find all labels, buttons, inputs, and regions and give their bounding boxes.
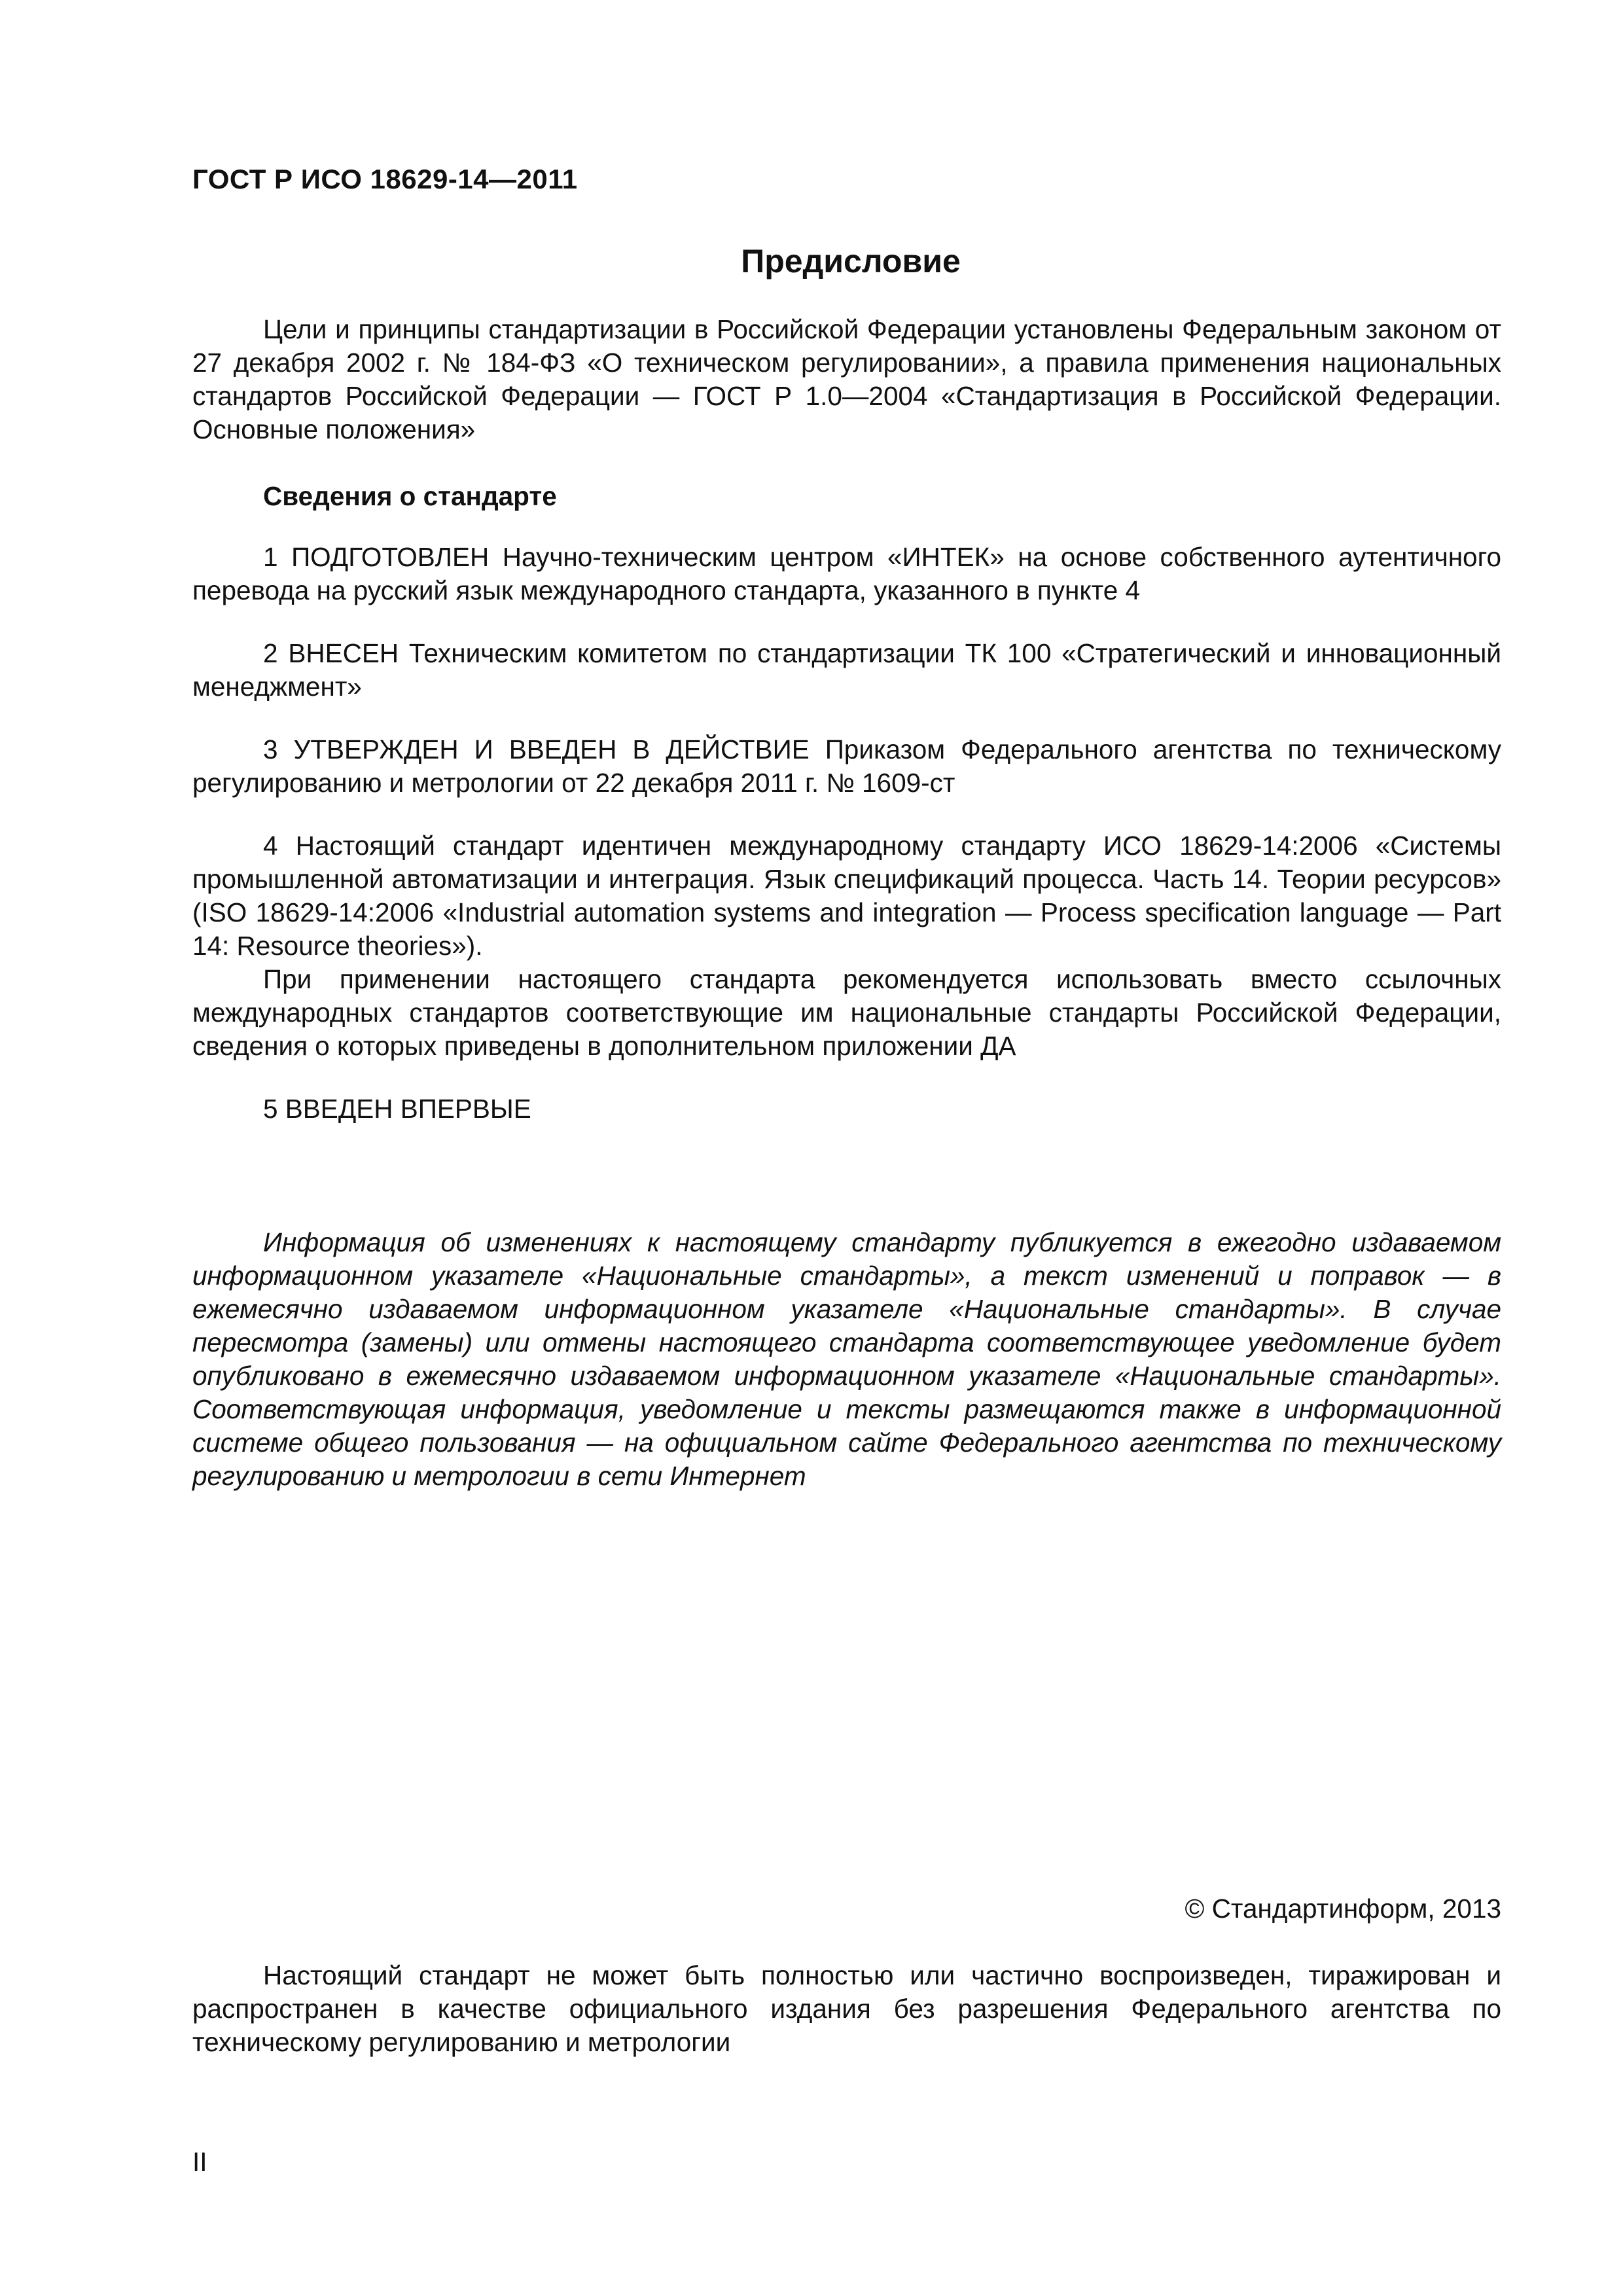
foreword-intro-paragraph: Цели и принципы стандартизации в Российской Федерации установлены Федеральным законом от 27 декабря 2002 г. № 184-ФЗ «О техническом регулировании», а правила применения национальных стандартов Российской Федерации — ГОСТ Р 1.0—2004 «Стандартизация в Российской Федерации. Основные положения»: [192, 314, 1501, 444]
standard-info-heading: Сведения о стандарте: [263, 481, 557, 511]
item-prepared: 1 ПОДГОТОВЛЕН Научно-техническим центром «ИНТЕК» на основе собственного аутентичного перевода на русский язык международного стандарта, указанного в пункте 4: [192, 542, 1501, 605]
page-number: II: [192, 2147, 207, 2177]
item-first-introduced: 5 ВВЕДЕН ВПЕРВЫЕ: [263, 1094, 531, 1124]
foreword-title: Предисловие: [741, 243, 961, 279]
item-application-note: При применении настоящего стандарта рекомендуется использовать вместо ссылочных международных стандартов соответствующие им национальные стандарты Российской Федерации, сведения о которых приведены в дополнительном приложении ДА: [192, 964, 1501, 1061]
standard-code-header: ГОСТ Р ИСО 18629-14—2011: [192, 164, 578, 194]
changes-notice: Информация об изменениях к настоящему стандарту публикуется в ежегодно издаваемом информационном указателе «Национальные стандарты», а текст изменений и поправок — в ежемесячно издаваемом информационном указателе «Национальные стандарты». В случае пересмотра (замены) или отмены настоящего стандарта соответствующее уведомление будет опубликовано в ежемесячно издаваемом информационном указателе «Национальные стандарты». Соответствующая информация, уведомление и тексты размещаются также в информационной системе общего пользования — на официальном сайте Федерального агентства по техническому регулированию и метрологии в сети Интернет: [192, 1227, 1501, 1491]
copyright-line: © Стандартинформ, 2013: [1185, 1893, 1501, 1924]
item-approved: 3 УТВЕРЖДЕН И ВВЕДЕН В ДЕЙСТВИЕ Приказом Федерального агентства по техническому регулированию и метрологии от 22 декабря 2011 г. № 1609-ст: [192, 734, 1501, 798]
item-submitted: 2 ВНЕСЕН Техническим комитетом по стандартизации ТК 100 «Стратегический и инновационный менеджмент»: [192, 638, 1501, 702]
item-identical-standard: 4 Настоящий стандарт идентичен международному стандарту ИСО 18629-14:2006 «Системы промышленной автоматизации и интеграция. Язык спецификаций процесса. Часть 14. Теории ресурсов» (ISO 18629-14:2006 «Industrial automation systems and integration — Process specification language — Part 14: Resource theories»).: [192, 831, 1501, 961]
reproduction-notice: Настоящий стандарт не может быть полностью или частично воспроизведен, тиражирован и распространен в качестве официального издания без разрешения Федерального агентства по техническому регулированию и метрологии: [192, 1960, 1501, 2057]
